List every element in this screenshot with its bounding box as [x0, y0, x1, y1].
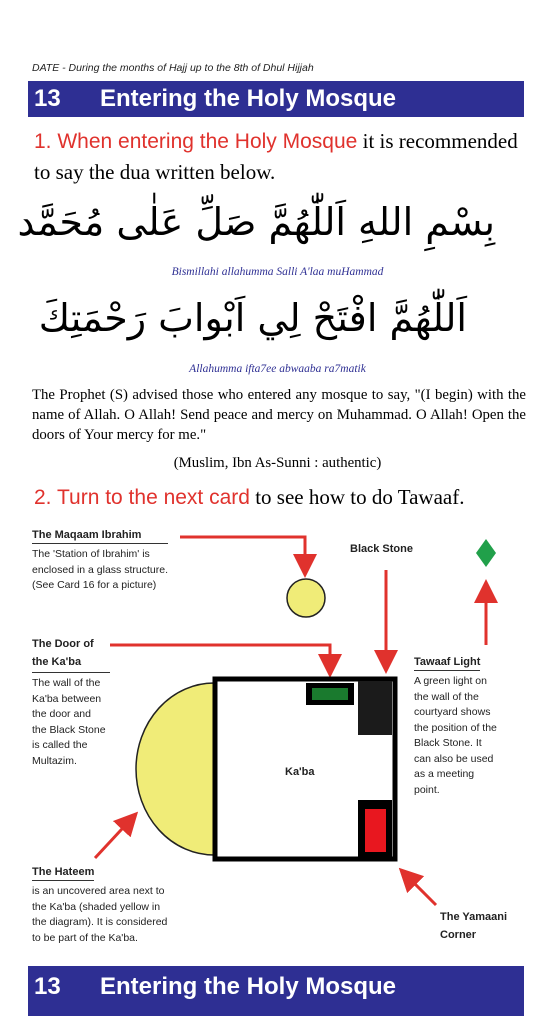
hateem-note — [32, 862, 167, 946]
tawaaf-light-shape — [476, 539, 496, 567]
hadith-text: The Prophet (S) advised those who entered any mosque to say, "(I begin) with the name of Allah. O Allah! Send peace and mercy on Muhammad. O Allah! Open the doors of Your mercy for me." — [32, 387, 526, 443]
door-shape — [312, 688, 348, 700]
tawaaf-light-note — [414, 652, 497, 798]
kaba-label: Ka'ba — [285, 766, 315, 778]
door-title-line-2: the Ka'ba — [32, 654, 110, 673]
hateem-shape — [136, 683, 214, 855]
dua-arabic-1: بِسْمِ اللهِ اَللّٰهُمَّ صَلِّ عَلٰى مُحَمَّد — [17, 200, 495, 244]
maqaam-arrow — [180, 537, 305, 572]
dua-transliteration-2: Allahumma ifta7ee abwaaba ra7matik — [189, 363, 366, 375]
door-note — [32, 636, 110, 769]
step-1-text: it is recommended to say the dua written below. — [34, 129, 518, 184]
hateem-arrow — [95, 816, 134, 858]
dua-arabic-2: اَللّٰهُمَّ افْتَحْ لِي اَبْوابَ رَحْمَتِكَ — [38, 296, 467, 340]
yamaani-note — [440, 908, 507, 944]
maqaam-description: The 'Station of Ibrahim' is enclosed in a glass structure. (See Card 16 for a picture) — [32, 548, 168, 591]
maqaam-note — [32, 529, 168, 594]
step-1-lead: 1. When entering the Holy Mosque — [34, 130, 358, 153]
yamaani-line-1: The Yamaani — [440, 911, 508, 923]
hateem-description: is an uncovered area next to the Ka'ba (shaded yellow in the diagram). It is considered to be part of the Ka'ba. — [32, 885, 168, 944]
maqaam-title: The Maqaam Ibrahim — [32, 529, 168, 544]
card-title: Entering the Holy Mosque — [100, 85, 397, 112]
yamaani-arrow — [403, 872, 436, 905]
maqaam-ibrahim-shape — [287, 579, 325, 617]
door-title-line-1: The Door of — [32, 638, 94, 650]
step-2-lead: 2. Turn to the next card — [34, 486, 250, 509]
black-stone-corner-shape — [358, 681, 392, 735]
footer-card-number: 13 — [34, 973, 61, 1000]
black-stone-label: Black Stone — [350, 543, 413, 555]
card-number: 13 — [34, 85, 61, 112]
step-2-text: to see how to do Tawaaf. — [249, 485, 465, 509]
yamaani-line-2: Corner — [440, 929, 477, 941]
card-footer — [28, 966, 524, 1016]
tawaaf-light-title: Tawaaf Light — [414, 656, 480, 671]
footer-card-title: Entering the Holy Mosque — [100, 973, 397, 1000]
door-description: The wall of the Ka'ba between the door and the Black Stone is called the Multazim. — [32, 677, 106, 767]
hadith-citation: (Muslim, Ibn As-Sunni : authentic) — [173, 455, 382, 471]
hateem-title: The Hateem — [32, 866, 94, 881]
door-arrow — [110, 645, 330, 672]
date-line: DATE - During the months of Hajj up to the 8th of Dhul Hijjah — [32, 62, 314, 74]
tawaaf-light-description: A green light on the wall of the courtyard shows the position of the Black Stone. It can also be used as a meeting point. — [414, 675, 497, 796]
dua-transliteration-1: Bismillahi allahumma Salli A'laa muHammad — [171, 266, 384, 278]
yamaani-corner-shape — [365, 809, 386, 852]
